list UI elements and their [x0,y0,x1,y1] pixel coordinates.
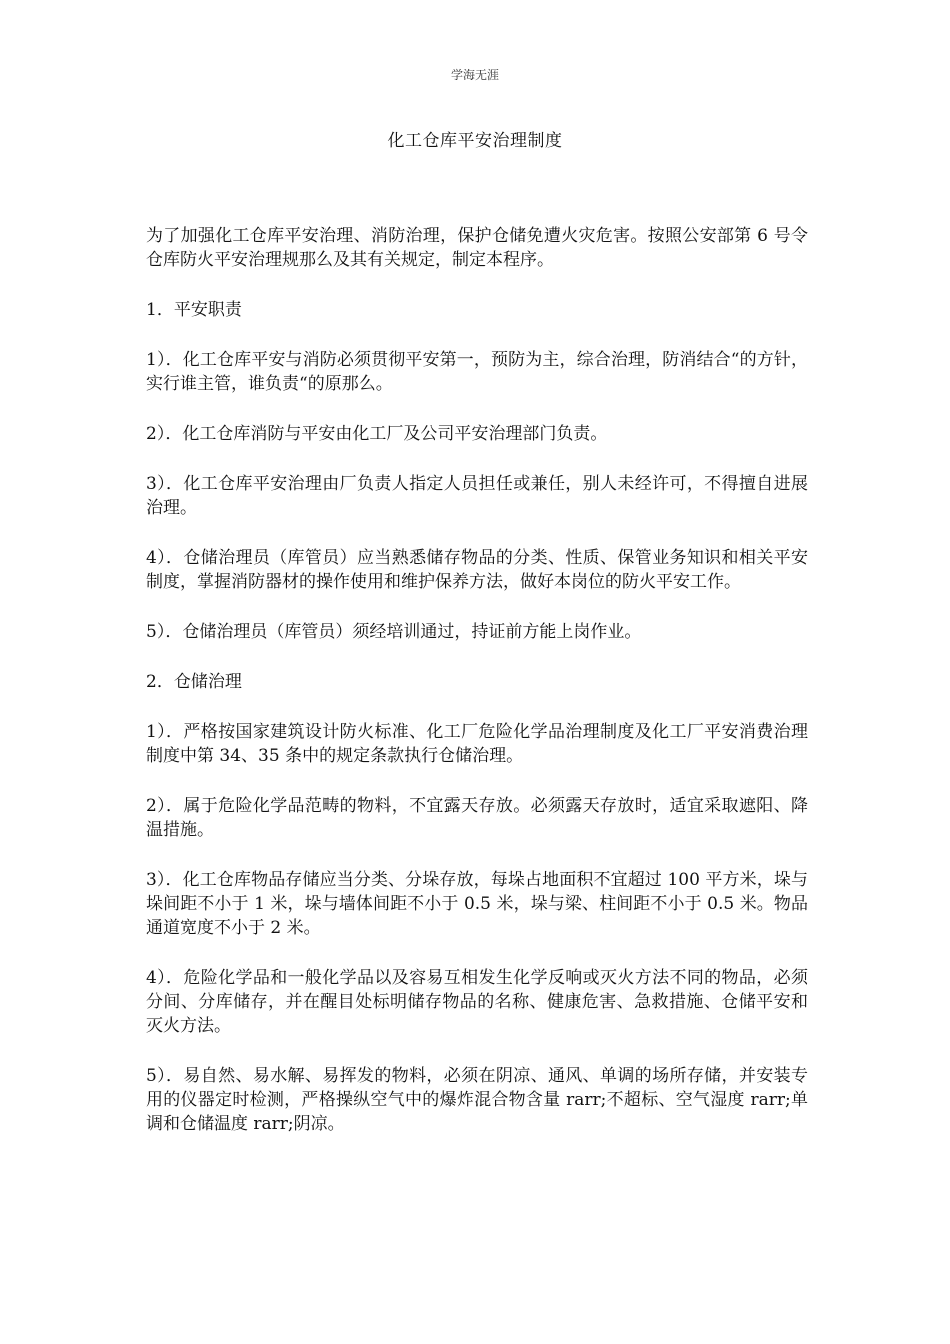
paragraph-intro: 为了加强化工仓库平安治理、消防治理，保护仓储免遭火灾危害。按照公安部第 6 号令仓库防火平安治理规那么及其有关规定，制定本程序。 [146,226,808,270]
section-heading-storage-management: 2．仓储治理 [146,672,242,692]
paragraph: 5）．易自然、易水解、易挥发的物料，必须在阴凉、通风、单调的场所存储，并安装专用的仪器定时检测，严格操纵空气中的爆炸混合物含量 rarr;不超标、空气湿度 rarr;单调和仓储温度 rarr;阴凉。 [146,1066,808,1134]
paragraph: 3）．化工仓库平安治理由厂负责人指定人员担任或兼任，别人未经许可，不得擅自进展治理。 [146,474,808,518]
document-title: 化工仓库平安治理制度 [387,131,563,151]
paragraph: 2）．属于危险化学品范畴的物料，不宜露天存放。必须露天存放时，适宜采取遮阳、降温措施。 [146,796,808,840]
paragraph: 4）．仓储治理员（库管员）应当熟悉储存物品的分类、性质、保管业务知识和相关平安制度，掌握消防器材的操作使用和维护保养方法，做好本岗位的防火平安工作。 [146,548,808,592]
paragraph: 2）．化工仓库消防与平安由化工厂及公司平安治理部门负责。 [146,424,608,444]
paragraph: 1）．严格按国家建筑设计防火标准、化工厂危险化学品治理制度及化工厂平安消费治理制度中第 34、35 条中的规定条款执行仓储治理。 [146,722,808,766]
paragraph: 5）．仓储治理员（库管员）须经培训通过，持证前方能上岗作业。 [146,622,642,642]
document-body [146,224,808,1162]
page-header: 学海无涯 [450,68,499,82]
paragraph: 4）．危险化学品和一般化学品以及容易互相发生化学反响或灭火方法不同的物品，必须分间、分库储存，并在醒目处标明储存物品的名称、健康危害、急救措施、仓储平安和灭火方法。 [146,968,808,1036]
paragraph: 3）．化工仓库物品存储应当分类、分垛存放，每垛占地面积不宜超过 100 平方米，垛与垛间距不小于 1 米，垛与墙体间距不小于 0.5 米，垛与梁、柱间距不小于 0.5 米。物品通道宽度不小于 2 米。 [146,870,808,938]
paragraph: 1）．化工仓库平安与消防必须贯彻平安第一，预防为主，综合治理，防消结合“的方针，实行谁主管，谁负责“的原那么。 [146,350,808,394]
section-heading-safety-duties: 1．平安职责 [146,300,242,320]
